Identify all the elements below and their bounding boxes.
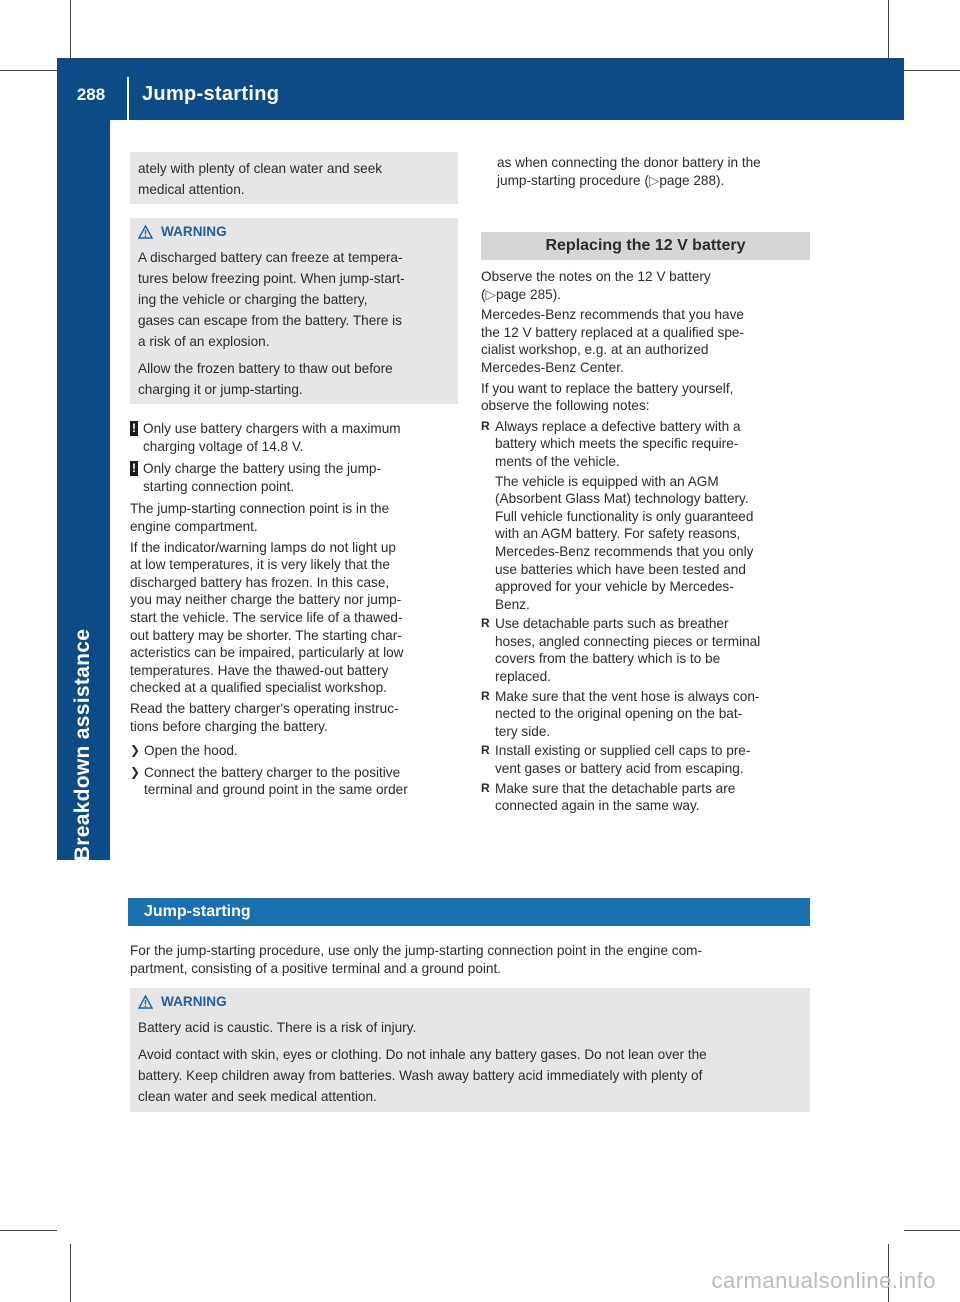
text-line: at low temperatures, it is very likely that the: [130, 557, 390, 573]
text-line: out battery may be shorter. The starting char-: [130, 627, 402, 643]
text-line: nected to the original opening on the bat-: [495, 706, 743, 722]
text-line: approved for your vehicle by Mercedes-: [495, 579, 734, 595]
text-line: ing the vehicle or charging the battery,: [138, 291, 368, 307]
text-line: The vehicle is equipped with an AGM: [495, 473, 719, 489]
bullet-icon: R: [481, 743, 490, 758]
text-line: the 12 V battery replaced at a qualified spe-: [481, 324, 744, 340]
exclamation-icon: !: [132, 461, 136, 476]
page-ref-arrow-icon: ▷: [485, 286, 496, 302]
warning-paragraph: [138, 358, 456, 400]
warning-triangle-icon: [138, 225, 153, 239]
text-line: Open the hood.: [144, 743, 238, 759]
chapter-label: Breakdown assistance: [71, 628, 95, 862]
crop-mark: [888, 0, 889, 58]
section-heading-jump-starting: [128, 898, 810, 926]
body-paragraph: [130, 539, 460, 697]
text-line: with an AGM battery. For safety reasons,: [495, 526, 741, 542]
bullet-text: [495, 780, 811, 815]
page-number: 288: [76, 85, 106, 104]
continued-warning-text: [138, 158, 382, 200]
bullet-subtext: [495, 473, 811, 614]
text-line: discharged battery has frozen. In this case,: [130, 574, 390, 590]
text-line: temperatures. Have the thawed-out battery: [130, 662, 389, 678]
bullet-text: [495, 688, 811, 741]
text-line: Only charge the battery using the jump-: [143, 461, 382, 477]
step-arrow-icon: ❯: [130, 743, 141, 758]
section-title: Replacing the 12 V battery: [545, 237, 746, 254]
text-line: Mercedes-Benz Center.: [481, 359, 624, 375]
text-line: [497, 172, 811, 190]
text-line: Mercedes-Benz recommends that you have: [481, 307, 744, 323]
text-line: Make sure that the vent hose is always con-: [495, 688, 760, 704]
right-column-body: [481, 268, 811, 817]
text-line: observe the following notes:: [481, 398, 650, 414]
caution-note: [130, 420, 460, 455]
crop-mark: [904, 70, 960, 71]
text-line: Read the battery charger's operating instruc-: [130, 700, 399, 716]
text-line: checked at a qualified specialist workshop.: [130, 680, 387, 696]
action-step: [130, 742, 460, 760]
text-line: replaced.: [495, 669, 551, 685]
crop-mark: [0, 1230, 57, 1231]
page-ref-arrow-icon: ▷: [648, 172, 660, 188]
continued-warning-box: [130, 152, 458, 204]
text-line: Mercedes-Benz recommends that you only: [495, 543, 754, 559]
body-paragraph: [481, 380, 811, 415]
warning-label: WARNING: [161, 224, 227, 239]
text-line: acteristics can be impaired, particularly at low: [130, 645, 404, 661]
text-line: ately with plenty of clean water and seek: [138, 161, 383, 176]
text-line: medical attention.: [138, 182, 245, 197]
text-line: Allow the frozen battery to thaw out before: [138, 360, 393, 376]
text-line: Observe the notes on the 12 V battery: [481, 269, 711, 284]
text-line: connected again in the same way.: [495, 798, 700, 814]
bullet-text: [495, 742, 811, 777]
text-line: cialist workshop, e.g. at an authorized: [481, 342, 709, 358]
warning-paragraph: [138, 1044, 806, 1107]
bullet-icon: R: [481, 780, 490, 795]
text-line: tures below freezing point. When jump-start-: [138, 270, 405, 286]
page-reference-link[interactable]: page 288).: [659, 172, 725, 188]
text-line: you may neither charge the battery nor jump-: [130, 592, 402, 608]
text-line: clean water and seek medical attention.: [138, 1088, 377, 1104]
bullet-text: [495, 615, 811, 685]
text-line: Install existing or supplied cell caps to pre-: [495, 743, 751, 759]
bullet-icon: R: [481, 418, 490, 433]
warning-triangle-icon: [138, 995, 153, 1009]
watermark: carmanualsonline.info: [711, 1268, 936, 1294]
text-line: gases can escape from the battery. There is: [138, 312, 402, 328]
text-line: Connect the battery charger to the positive: [144, 764, 401, 780]
text-line: battery which meets the specific require-: [495, 436, 739, 452]
list-item: [481, 780, 811, 815]
list-item: [481, 742, 811, 777]
text-line: ments of the vehicle.: [495, 453, 620, 469]
text-line: For the jump-starting procedure, use only the jump-starting connection point in the engine com-: [130, 943, 702, 958]
text-line: Only use battery chargers with a maximum: [143, 421, 401, 436]
text-fragment: jump-starting procedure (: [497, 172, 649, 188]
section-title: Jump-starting: [144, 903, 251, 920]
text-line: Use detachable parts such as breather: [495, 616, 729, 632]
text-line: start the vehicle. The service life of a thawed-: [130, 609, 403, 625]
text-line: Make sure that the detachable parts are: [495, 780, 736, 796]
bullet-icon: R: [481, 688, 490, 703]
header-separator: [127, 77, 129, 120]
left-column-body: [130, 420, 460, 801]
bullet-icon: R: [481, 616, 490, 631]
body-paragraph: [130, 700, 460, 735]
right-column-continued: [497, 154, 811, 189]
text-line: (Absorbent Glass Mat) technology battery.: [495, 491, 749, 507]
text-line: Benz.: [495, 596, 530, 612]
body-paragraph: [481, 268, 811, 303]
text-line: The jump-starting connection point is in the: [130, 501, 390, 517]
page-title: Jump-starting: [142, 83, 280, 105]
text-line: use batteries which have been tested and: [495, 561, 746, 577]
warning-box-acid: [130, 988, 810, 1112]
crop-mark: [70, 1244, 71, 1302]
text-fragment: (: [481, 286, 486, 302]
warning-heading: [138, 223, 456, 241]
warning-heading: [138, 993, 806, 1011]
text-line: covers from the battery which is to be: [495, 651, 721, 667]
section-heading-replacing: [481, 232, 810, 260]
bullet-text: [495, 418, 811, 471]
crop-mark: [904, 1230, 960, 1231]
text-line: If you want to replace the battery yourself,: [481, 380, 734, 396]
text-line: charging voltage of 14.8 V.: [143, 438, 304, 454]
text-line: terminal and ground point in the same order: [144, 782, 408, 798]
text-line: battery. Keep children away from batteries. Wash away battery acid immediately with plenty of: [138, 1067, 703, 1083]
text-line: A discharged battery can freeze at tempera-: [138, 249, 403, 265]
text-line: charging it or jump-starting.: [138, 381, 303, 397]
text-line: tions before charging the battery.: [130, 718, 328, 734]
text-line: a risk of an explosion.: [138, 333, 270, 349]
warning-paragraph: Battery acid is caustic. There is a risk of injury.: [138, 1019, 417, 1035]
text-line: hoses, angled connecting pieces or terminal: [495, 633, 761, 649]
exclamation-icon: !: [132, 421, 136, 435]
body-paragraph: [481, 306, 811, 376]
warning-box-freeze: [130, 218, 458, 404]
warning-label: WARNING: [161, 994, 227, 1009]
list-item: [481, 688, 811, 741]
text-line: Full vehicle functionality is only guaranteed: [495, 508, 754, 524]
text-line: vent gases or battery acid from escaping.: [495, 761, 744, 777]
page-reference-link[interactable]: page 285).: [496, 286, 562, 302]
text-line: starting connection point.: [143, 478, 295, 494]
text-line: tery side.: [495, 723, 551, 739]
list-item: [481, 615, 811, 685]
text-line: partment, consisting of a positive terminal and a ground point.: [130, 960, 502, 976]
body-paragraph: [130, 942, 810, 977]
text-line: as when connecting the donor battery in the: [497, 155, 761, 170]
jump-starting-intro: [130, 942, 810, 977]
crop-mark: [70, 0, 71, 58]
text-line: engine compartment.: [130, 518, 258, 534]
step-arrow-icon: ❯: [130, 764, 141, 779]
crop-mark: [0, 70, 57, 71]
list-item: [481, 418, 811, 614]
text-line: If the indicator/warning lamps do not light up: [130, 539, 396, 555]
caution-note: [130, 460, 460, 495]
text-line: Avoid contact with skin, eyes or clothing. Do not inhale any battery gases. Do not lean over the: [138, 1046, 707, 1062]
action-step: [130, 764, 460, 799]
warning-paragraph: [138, 247, 456, 352]
body-paragraph: [130, 500, 460, 535]
text-line: Always replace a defective battery with a: [495, 418, 741, 434]
